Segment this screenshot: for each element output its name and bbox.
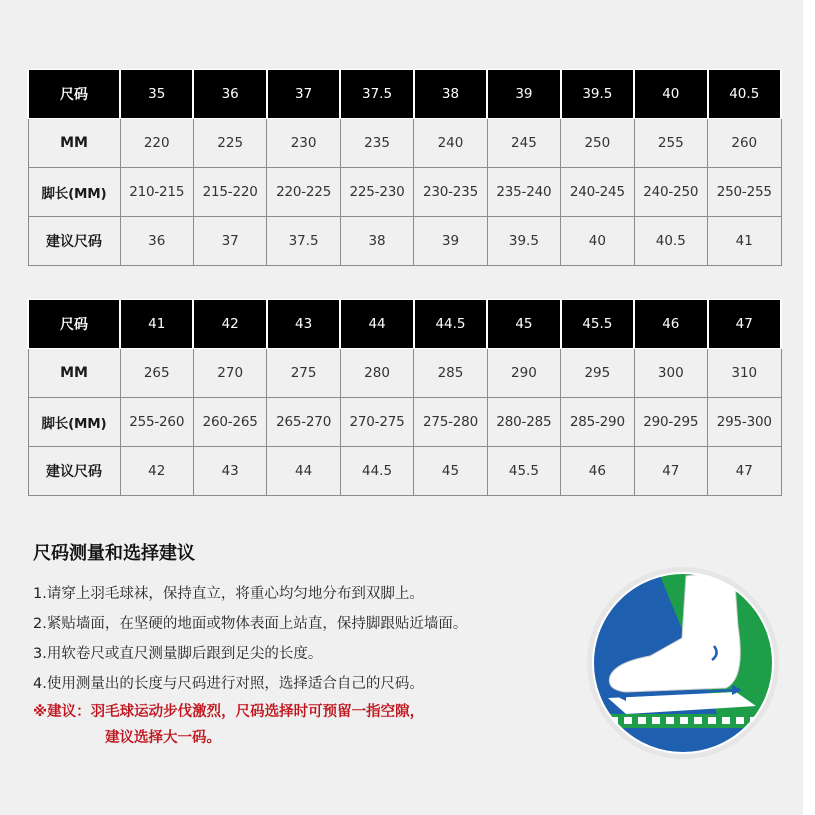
page-edge <box>803 0 815 815</box>
table-cell: 230-235 <box>414 168 487 217</box>
size-chart-table-2 <box>27 299 782 496</box>
guide-step: 2.紧贴墙面，在坚硬的地面或物体表面上站直，保持脚跟贴近墙面。 <box>33 616 468 632</box>
table-cell: 260-265 <box>193 398 266 447</box>
table-cell: 40.5 <box>634 217 707 266</box>
table-cell: 240-245 <box>561 168 634 217</box>
sizing-note <box>33 699 593 751</box>
size-cell: 40.5 <box>708 70 782 119</box>
size-cell: 40 <box>634 70 707 119</box>
guide-step: 4.使用测量出的长度与尺码进行对照，选择适合自己的尺码。 <box>33 676 424 692</box>
table-cell: 46 <box>561 447 634 496</box>
table-cell: 42 <box>120 447 193 496</box>
table-cell: 265-270 <box>267 398 340 447</box>
table-cell: 39 <box>414 217 487 266</box>
header-label: 尺码 <box>28 70 120 119</box>
row-label: 建议尺码 <box>28 447 120 496</box>
size-cell: 45 <box>487 300 560 349</box>
size-cell: 46 <box>634 300 707 349</box>
table-cell: 220 <box>120 119 193 168</box>
guide-title: 尺码测量和选择建议 <box>33 543 195 564</box>
sizing-note-line1: ※建议：羽毛球运动步伐激烈，尺码选择时可预留一指空隙， <box>33 704 425 720</box>
table-cell: 36 <box>120 217 193 266</box>
table-cell: 295 <box>561 349 634 398</box>
size-cell: 39 <box>487 70 560 119</box>
table-cell: 235-240 <box>487 168 560 217</box>
table-cell: 250-255 <box>708 168 782 217</box>
table-cell: 275 <box>267 349 340 398</box>
table-cell: 44.5 <box>340 447 413 496</box>
table-cell: 250 <box>561 119 634 168</box>
table-row-mm <box>28 349 781 398</box>
table-row-recommended <box>28 217 781 266</box>
table-cell: 44 <box>267 447 340 496</box>
size-cell: 44 <box>340 300 413 349</box>
guide-step: 1.请穿上羽毛球袜，保持直立，将重心均匀地分布到双脚上。 <box>33 586 424 602</box>
row-label: 建议尺码 <box>28 217 120 266</box>
table-cell: 285-290 <box>561 398 634 447</box>
table-cell: 270 <box>193 349 266 398</box>
size-cell: 47 <box>708 300 782 349</box>
size-cell: 41 <box>120 300 193 349</box>
table-cell: 45 <box>414 447 487 496</box>
sizing-note-line2: 建议选择大一码。 <box>105 730 221 746</box>
table-cell: 275-280 <box>414 398 487 447</box>
size-cell: 38 <box>414 70 487 119</box>
table-cell: 43 <box>193 447 266 496</box>
size-cell: 43 <box>267 300 340 349</box>
table-cell: 280 <box>340 349 413 398</box>
size-cell: 45.5 <box>561 300 634 349</box>
guide-step: 3.用软卷尺或直尺测量脚后跟到足尖的长度。 <box>33 646 323 662</box>
row-label: MM <box>28 349 120 398</box>
table-cell: 37.5 <box>267 217 340 266</box>
table-cell: 45.5 <box>487 447 560 496</box>
size-chart-table-1 <box>27 69 782 266</box>
size-cell: 37.5 <box>340 70 413 119</box>
table-cell: 47 <box>634 447 707 496</box>
table-cell: 41 <box>708 217 782 266</box>
table-cell: 40 <box>561 217 634 266</box>
row-label: MM <box>28 119 120 168</box>
table-cell: 240-250 <box>634 168 707 217</box>
table-cell: 295-300 <box>708 398 782 447</box>
table-cell: 230 <box>267 119 340 168</box>
table-row-foot-length <box>28 168 781 217</box>
measurement-guide <box>33 539 593 751</box>
table-cell: 245 <box>487 119 560 168</box>
table-row-foot-length <box>28 398 781 447</box>
table-cell: 255 <box>634 119 707 168</box>
table-cell: 255-260 <box>120 398 193 447</box>
table-cell: 215-220 <box>193 168 266 217</box>
table-cell: 300 <box>634 349 707 398</box>
table-cell: 210-215 <box>120 168 193 217</box>
table-cell: 39.5 <box>487 217 560 266</box>
size-cell: 37 <box>267 70 340 119</box>
table-cell: 290-295 <box>634 398 707 447</box>
size-header-row <box>28 300 781 349</box>
table-cell: 225-230 <box>340 168 413 217</box>
table-cell: 37 <box>193 217 266 266</box>
table-cell: 220-225 <box>267 168 340 217</box>
size-cell: 42 <box>193 300 266 349</box>
row-label: 脚长(MM) <box>28 168 120 217</box>
foot-measure-icon <box>586 566 780 760</box>
table-cell: 270-275 <box>340 398 413 447</box>
table-row-mm <box>28 119 781 168</box>
size-cell: 35 <box>120 70 193 119</box>
table-cell: 38 <box>340 217 413 266</box>
header-label: 尺码 <box>28 300 120 349</box>
row-label: 脚长(MM) <box>28 398 120 447</box>
size-cell: 36 <box>193 70 266 119</box>
table-row-recommended <box>28 447 781 496</box>
table-cell: 235 <box>340 119 413 168</box>
size-header-row <box>28 70 781 119</box>
table-cell: 260 <box>708 119 782 168</box>
table-cell: 47 <box>708 447 782 496</box>
size-cell: 44.5 <box>414 300 487 349</box>
table-cell: 285 <box>414 349 487 398</box>
table-cell: 240 <box>414 119 487 168</box>
table-cell: 310 <box>708 349 782 398</box>
table-cell: 280-285 <box>487 398 560 447</box>
table-cell: 225 <box>193 119 266 168</box>
table-cell: 265 <box>120 349 193 398</box>
size-cell: 39.5 <box>561 70 634 119</box>
table-cell: 290 <box>487 349 560 398</box>
